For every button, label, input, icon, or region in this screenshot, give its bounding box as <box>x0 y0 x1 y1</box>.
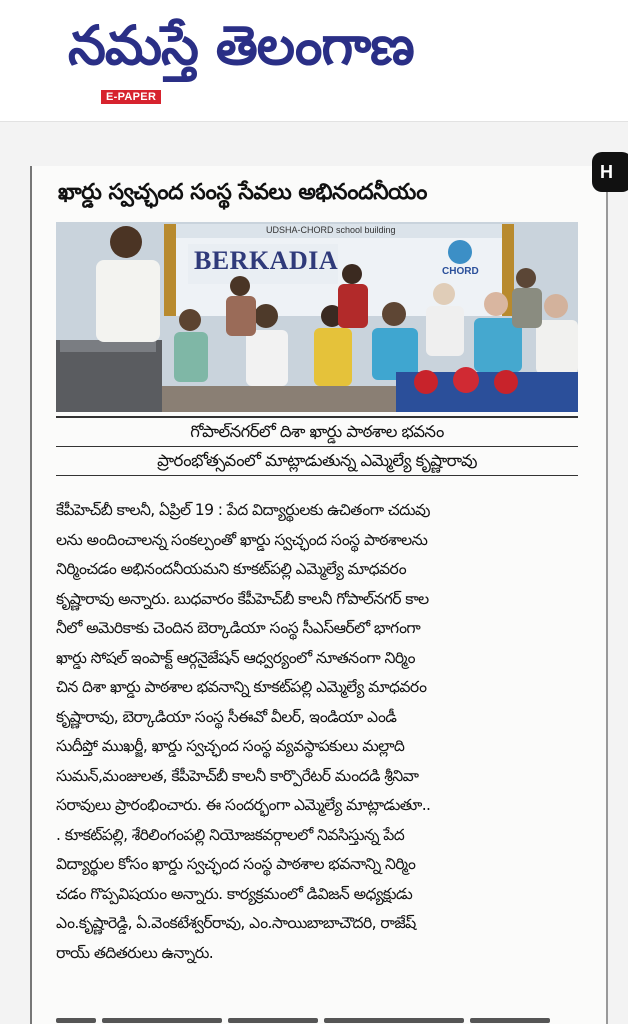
masthead <box>0 0 628 122</box>
body-line: కేపీహెచ్‌బీ కాలనీ, ఏప్రిల్ 19 : పేద విద్యార్థులకు ఉచితంగా చదువు <box>56 501 430 519</box>
body-line: ఎం.కృష్ణారెడ్డి, ఏ.వెంకటేశ్వర్‌రావు, ఎం.సాయిబాబాచౌదరి, రాజేష్ <box>56 914 416 932</box>
body-line: సుమన్,మంజులత, కేపీహెచ్‌బీ కాలనీ కార్పొరేటర్ మందడి శ్రీనివా <box>56 766 419 785</box>
body-line: ఖార్డు సోషల్ ఇంపాక్ట్ ఆర్గనైజేషన్ ఆధ్వర్యంలో నూతనంగా నిర్మిం <box>56 648 415 667</box>
next-article-cutoff <box>56 1012 576 1024</box>
body-line: కృష్ణారావు, బెర్కాడియా సంస్థ సీఈవో వీలర్, ఇండియా ఎండీ <box>56 707 397 726</box>
body-line: లను అందించాలన్న సంకల్పంతో ఖార్డు స్వచ్ఛంద సంస్థ పాఠశాలను <box>56 530 428 549</box>
banner-logo-text: CHORD <box>442 266 479 277</box>
body-line: నీలో అమెరికాకు చెందిన బెర్కాడియా సంస్థ సీఎస్ఆర్‌లో భాగంగా <box>56 619 421 637</box>
epaper-badge: E-PAPER <box>101 90 161 104</box>
photo-caption <box>56 416 578 476</box>
newspaper-logo[interactable]: నమస్తే తెలంగాణ <box>68 14 414 77</box>
body-line: కృష్ణారావు అన్నారు. బుధవారం కేపీహెచ్‌బీ కాలనీ గోపాల్‌నగర్ కాల <box>56 589 429 608</box>
body-line: సుదీప్తో ముఖర్జీ, ఖార్డు స్వచ్ఛంద సంస్థ వ్యవస్థాపకులు మల్లాది <box>56 737 405 755</box>
caption-line: గోపాల్‌నగర్‌లో దిశా ఖార్డు పాఠశాల భవనం <box>56 416 578 447</box>
body-line: రాయ్ తదితరులు ఉన్నారు. <box>56 943 214 962</box>
banner-brand-text: BERKADIA <box>194 246 339 275</box>
body-line: సరావులు ప్రారంభించారు. ఈ సందర్భంగా ఎమ్మెల్యే మాట్లాడుతూ.. <box>56 796 431 814</box>
caption-line: ప్రారంభోత్సవంలో మాట్లాడుతున్న ఎమ్మెల్యే కృష్ణారావు <box>56 447 578 476</box>
article-photo <box>56 222 578 412</box>
body-line: విద్యార్థుల కోసం ఖార్డు స్వచ్ఛంద సంస్థ పాఠశాల భవనాన్ని నిర్మిం <box>56 855 416 873</box>
body-line: చడం గొప్పవిషయం అన్నారు. కార్యక్రమంలో డివిజన్ అధ్యక్షుడు <box>56 884 413 903</box>
body-line: నిర్మించడం అభినందనీయమని కూకట్‌పల్లి ఎమ్మెల్యే మాధవరం <box>56 560 407 578</box>
article-headline: ఖార్డు స్వచ్ఛంద సంస్థ సేవలు అభినందనీయం <box>58 180 427 205</box>
article-body <box>56 496 582 968</box>
body-line: చిన దిశా ఖార్డు పాఠశాల భవనాన్ని కూకట్‌పల్లి ఎమ్మెల్యే మాధవరం <box>56 678 427 696</box>
body-line: . కూకట్‌పల్లి, శేరిలింగంపల్లి నియోజకవర్గాలలో నివసిస్తున్న పేద <box>56 825 405 844</box>
side-tab-badge[interactable]: H <box>592 152 628 192</box>
banner-header-text: UDSHA-CHORD school building <box>266 225 396 235</box>
